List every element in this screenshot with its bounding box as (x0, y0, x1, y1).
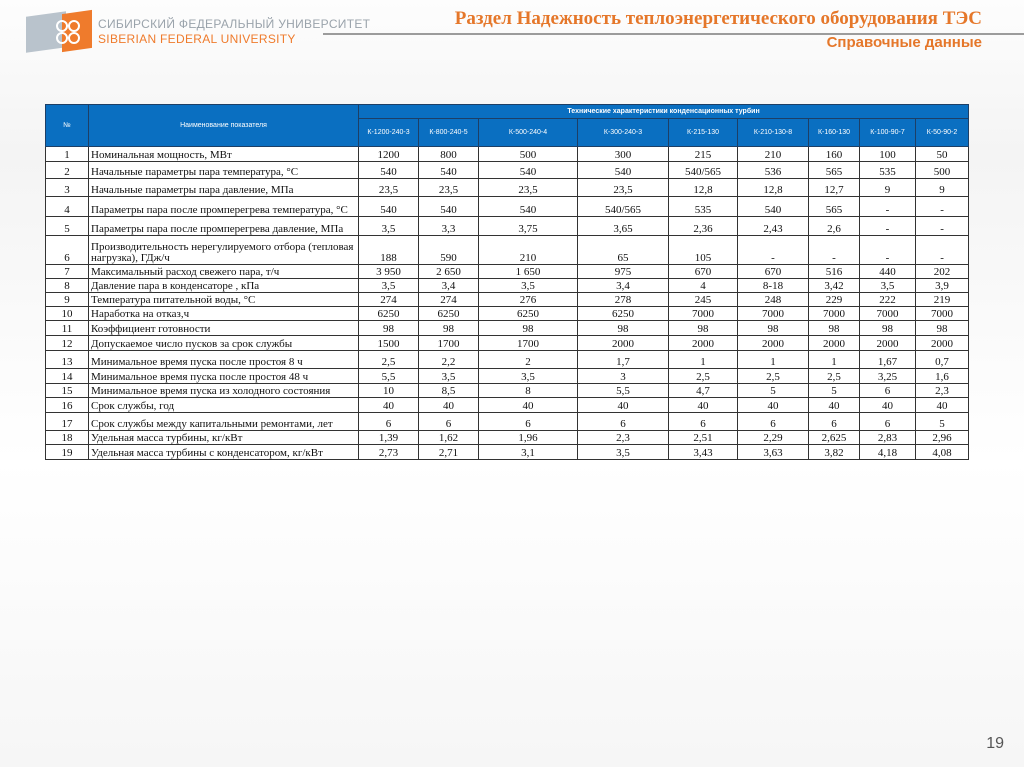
row-value: 2000 (916, 336, 969, 351)
row-number: 6 (46, 236, 89, 265)
header-no: № (46, 105, 89, 147)
row-value: 3,5 (359, 279, 419, 293)
row-value: 12,7 (809, 179, 860, 197)
row-value: - (860, 197, 916, 217)
row-value: 3,5 (860, 279, 916, 293)
row-value: 3,43 (669, 445, 738, 460)
row-value: 2000 (578, 336, 669, 351)
row-name: Допускаемое число пусков за срок службы (89, 336, 359, 351)
row-value: 3,82 (809, 445, 860, 460)
row-value: 98 (809, 321, 860, 336)
row-value: 40 (479, 398, 578, 413)
row-value: 3,25 (860, 369, 916, 384)
row-value: 248 (738, 293, 809, 307)
row-value: 3,5 (359, 217, 419, 236)
row-value: 2,51 (669, 431, 738, 445)
row-value: 1200 (359, 147, 419, 162)
row-number: 18 (46, 431, 89, 445)
row-value: 540 (578, 162, 669, 179)
row-value: 540/565 (578, 197, 669, 217)
row-value: 2000 (860, 336, 916, 351)
row-number: 17 (46, 413, 89, 431)
row-value: 40 (809, 398, 860, 413)
row-value: 2,73 (359, 445, 419, 460)
row-number: 7 (46, 265, 89, 279)
row-value: 98 (359, 321, 419, 336)
table-row (46, 265, 969, 279)
logo-icon (26, 12, 94, 52)
row-value: 188 (359, 236, 419, 265)
row-number: 12 (46, 336, 89, 351)
row-value: 6 (419, 413, 479, 431)
row-value: 4,08 (916, 445, 969, 460)
row-value: 8,5 (419, 384, 479, 398)
row-value: 535 (669, 197, 738, 217)
row-number: 4 (46, 197, 89, 217)
row-value: 100 (860, 147, 916, 162)
table-row (46, 321, 969, 336)
row-value: 7000 (916, 307, 969, 321)
row-value: 540 (419, 162, 479, 179)
header-model: К-800-240-5 (419, 119, 479, 147)
row-value: 3,5 (479, 369, 578, 384)
row-value: 98 (479, 321, 578, 336)
row-name: Параметры пара после промперегрева температура, °С (89, 197, 359, 217)
row-value: 160 (809, 147, 860, 162)
header-model: К-100-90-7 (860, 119, 916, 147)
row-name: Параметры пара после промперегрева давление, МПа (89, 217, 359, 236)
row-value: 565 (809, 162, 860, 179)
row-value: 98 (916, 321, 969, 336)
row-value: 5 (916, 413, 969, 431)
row-value: 5 (809, 384, 860, 398)
row-name: Минимальное время пуска после простоя 8 ч (89, 351, 359, 369)
table-row (46, 179, 969, 197)
row-value: 536 (738, 162, 809, 179)
row-value: 2,43 (738, 217, 809, 236)
row-value: 105 (669, 236, 738, 265)
row-value: 670 (738, 265, 809, 279)
table-row (46, 217, 969, 236)
header-model: К-210-130-8 (738, 119, 809, 147)
row-value: 2,5 (809, 369, 860, 384)
row-number: 3 (46, 179, 89, 197)
row-value: 40 (669, 398, 738, 413)
row-value: 1 (738, 351, 809, 369)
row-value: 202 (916, 265, 969, 279)
header-group: Технические характеристики конденсационных турбин (359, 105, 969, 119)
slide-title: Раздел Надежность теплоэнергетического оборудования ТЭС (454, 8, 982, 29)
row-value: 40 (359, 398, 419, 413)
row-value: 565 (809, 197, 860, 217)
row-value: 3,4 (578, 279, 669, 293)
row-value: 2 650 (419, 265, 479, 279)
row-value: 6250 (419, 307, 479, 321)
row-value: 800 (419, 147, 479, 162)
row-value: 7000 (738, 307, 809, 321)
row-value: 7000 (809, 307, 860, 321)
row-value: 1,7 (578, 351, 669, 369)
row-value: 540/565 (669, 162, 738, 179)
row-value: 440 (860, 265, 916, 279)
row-value: 3 (578, 369, 669, 384)
row-value: 6 (860, 384, 916, 398)
row-value: 5,5 (359, 369, 419, 384)
row-value: 6 (669, 413, 738, 431)
row-number: 8 (46, 279, 89, 293)
row-number: 1 (46, 147, 89, 162)
row-name: Начальные параметры пара температура, °С (89, 162, 359, 179)
row-value: 12,8 (738, 179, 809, 197)
row-value: 222 (860, 293, 916, 307)
row-value: 3,3 (419, 217, 479, 236)
row-value: 278 (578, 293, 669, 307)
header-name: Наименование показателя (89, 105, 359, 147)
row-value: 6 (359, 413, 419, 431)
table-row (46, 336, 969, 351)
row-value: 670 (669, 265, 738, 279)
row-value: 215 (669, 147, 738, 162)
row-value: 1,96 (479, 431, 578, 445)
row-value: 6250 (578, 307, 669, 321)
row-value: 2,6 (809, 217, 860, 236)
row-number: 19 (46, 445, 89, 460)
table-row (46, 279, 969, 293)
row-value: 23,5 (479, 179, 578, 197)
row-value: 2,3 (578, 431, 669, 445)
header-model: К-500-240-4 (479, 119, 578, 147)
row-value: 50 (916, 147, 969, 162)
row-value: 1500 (359, 336, 419, 351)
row-value: 245 (669, 293, 738, 307)
row-value: 6250 (479, 307, 578, 321)
row-value: 210 (738, 147, 809, 162)
row-value: 2,71 (419, 445, 479, 460)
row-value: 3,9 (916, 279, 969, 293)
row-value: - (860, 217, 916, 236)
table-row (46, 398, 969, 413)
table-row (46, 413, 969, 431)
row-value: 6250 (359, 307, 419, 321)
row-value: 9 (916, 179, 969, 197)
row-value: 0,7 (916, 351, 969, 369)
row-value: 535 (860, 162, 916, 179)
row-value: 2,5 (669, 369, 738, 384)
row-value: 9 (860, 179, 916, 197)
row-value: 10 (359, 384, 419, 398)
table-row (46, 445, 969, 460)
row-value: 3,5 (578, 445, 669, 460)
row-value: 3,75 (479, 217, 578, 236)
header-model: К-215-130 (669, 119, 738, 147)
row-value: 40 (419, 398, 479, 413)
row-name: Удельная масса турбины с конденсатором, кг/кВт (89, 445, 359, 460)
row-value: 98 (419, 321, 479, 336)
page-number: 19 (986, 735, 1004, 752)
row-value: 23,5 (578, 179, 669, 197)
row-value: 2,29 (738, 431, 809, 445)
row-value: - (809, 236, 860, 265)
row-value: 3,42 (809, 279, 860, 293)
row-value: 5 (738, 384, 809, 398)
row-number: 9 (46, 293, 89, 307)
row-value: 23,5 (419, 179, 479, 197)
row-value: 3,63 (738, 445, 809, 460)
header-model: К-50-90-2 (916, 119, 969, 147)
row-value: 540 (359, 162, 419, 179)
row-value: 2000 (738, 336, 809, 351)
row-value: 540 (359, 197, 419, 217)
row-value: 2000 (809, 336, 860, 351)
row-value: 7000 (860, 307, 916, 321)
row-value: 300 (578, 147, 669, 162)
row-value: 3,65 (578, 217, 669, 236)
row-name: Производительность нерегулируемого отбора (тепловая нагрузка), ГДж/ч (89, 236, 359, 265)
row-value: 6 (479, 413, 578, 431)
row-number: 10 (46, 307, 89, 321)
row-value: 23,5 (359, 179, 419, 197)
row-value: 210 (479, 236, 578, 265)
row-value: 219 (916, 293, 969, 307)
row-value: 2,5 (359, 351, 419, 369)
row-value: 8 (479, 384, 578, 398)
row-value: - (916, 236, 969, 265)
row-value: 98 (669, 321, 738, 336)
row-value: 2,36 (669, 217, 738, 236)
logo-text-en: SIBERIAN FEDERAL UNIVERSITY (98, 32, 296, 46)
row-value: 2,2 (419, 351, 479, 369)
university-logo (26, 12, 370, 52)
row-value: 3,4 (419, 279, 479, 293)
table-row (46, 307, 969, 321)
row-name: Удельная масса турбины, кг/кВт (89, 431, 359, 445)
row-value: 2,625 (809, 431, 860, 445)
row-value: 2,83 (860, 431, 916, 445)
table-row (46, 197, 969, 217)
table-row (46, 162, 969, 179)
row-number: 16 (46, 398, 89, 413)
row-value: 40 (578, 398, 669, 413)
row-value: 2,3 (916, 384, 969, 398)
row-value: 975 (578, 265, 669, 279)
row-value: 3,1 (479, 445, 578, 460)
header-model: К-160-130 (809, 119, 860, 147)
row-value: 1,62 (419, 431, 479, 445)
row-number: 11 (46, 321, 89, 336)
table-row (46, 147, 969, 162)
row-value: 1,67 (860, 351, 916, 369)
slide-subtitle: Справочные данные (826, 34, 982, 51)
row-value: - (916, 197, 969, 217)
row-value: 1 (669, 351, 738, 369)
row-name: Номинальная мощность, МВт (89, 147, 359, 162)
row-value: 3,5 (419, 369, 479, 384)
row-value: 516 (809, 265, 860, 279)
row-name: Начальные параметры пара давление, МПа (89, 179, 359, 197)
table-row (46, 351, 969, 369)
row-value: 1 650 (479, 265, 578, 279)
row-value: 1700 (419, 336, 479, 351)
table-row (46, 431, 969, 445)
row-value: 3 950 (359, 265, 419, 279)
row-value: 40 (860, 398, 916, 413)
row-value: 2,96 (916, 431, 969, 445)
row-value: 274 (359, 293, 419, 307)
table-row (46, 384, 969, 398)
row-value: - (738, 236, 809, 265)
row-value: 540 (479, 162, 578, 179)
row-number: 2 (46, 162, 89, 179)
row-value: 7000 (669, 307, 738, 321)
row-name: Срок службы, год (89, 398, 359, 413)
row-value: 4,7 (669, 384, 738, 398)
row-value: - (860, 236, 916, 265)
row-value: 276 (479, 293, 578, 307)
row-name: Срок службы между капитальными ремонтами, лет (89, 413, 359, 431)
row-value: 590 (419, 236, 479, 265)
row-value: - (916, 217, 969, 236)
header-model: К-300-240-3 (578, 119, 669, 147)
row-value: 229 (809, 293, 860, 307)
row-name: Минимальное время пуска после простоя 48 ч (89, 369, 359, 384)
turbine-specs-table (45, 104, 969, 460)
row-value: 98 (738, 321, 809, 336)
row-name: Минимальное время пуска из холодного состояния (89, 384, 359, 398)
row-value: 3,5 (479, 279, 578, 293)
row-name: Коэффициент готовности (89, 321, 359, 336)
table-row (46, 369, 969, 384)
row-value: 500 (479, 147, 578, 162)
row-value: 65 (578, 236, 669, 265)
row-value: 540 (479, 197, 578, 217)
row-value: 1,39 (359, 431, 419, 445)
row-value: 274 (419, 293, 479, 307)
row-value: 2000 (669, 336, 738, 351)
row-value: 6 (578, 413, 669, 431)
row-name: Наработка на отказ,ч (89, 307, 359, 321)
row-number: 14 (46, 369, 89, 384)
row-value: 4 (669, 279, 738, 293)
row-value: 6 (860, 413, 916, 431)
row-value: 40 (738, 398, 809, 413)
row-value: 8-18 (738, 279, 809, 293)
row-value: 5,5 (578, 384, 669, 398)
row-name: Максимальный расход свежего пара, т/ч (89, 265, 359, 279)
row-number: 13 (46, 351, 89, 369)
row-value: 6 (809, 413, 860, 431)
row-value: 1,6 (916, 369, 969, 384)
table-row (46, 293, 969, 307)
row-value: 12,8 (669, 179, 738, 197)
logo-text-ru: СИБИРСКИЙ ФЕДЕРАЛЬНЫЙ УНИВЕРСИТЕТ (98, 17, 371, 31)
header-model: К-1200-240-3 (359, 119, 419, 147)
row-number: 5 (46, 217, 89, 236)
row-value: 4,18 (860, 445, 916, 460)
row-value: 2 (479, 351, 578, 369)
row-value: 98 (860, 321, 916, 336)
row-name: Давление пара в конденсаторе , кПа (89, 279, 359, 293)
row-value: 540 (419, 197, 479, 217)
row-name: Температура питательной воды, °С (89, 293, 359, 307)
row-value: 40 (916, 398, 969, 413)
table-row (46, 236, 969, 265)
row-value: 1 (809, 351, 860, 369)
row-value: 540 (738, 197, 809, 217)
row-value: 6 (738, 413, 809, 431)
row-number: 15 (46, 384, 89, 398)
row-value: 2,5 (738, 369, 809, 384)
row-value: 500 (916, 162, 969, 179)
row-value: 98 (578, 321, 669, 336)
row-value: 1700 (479, 336, 578, 351)
